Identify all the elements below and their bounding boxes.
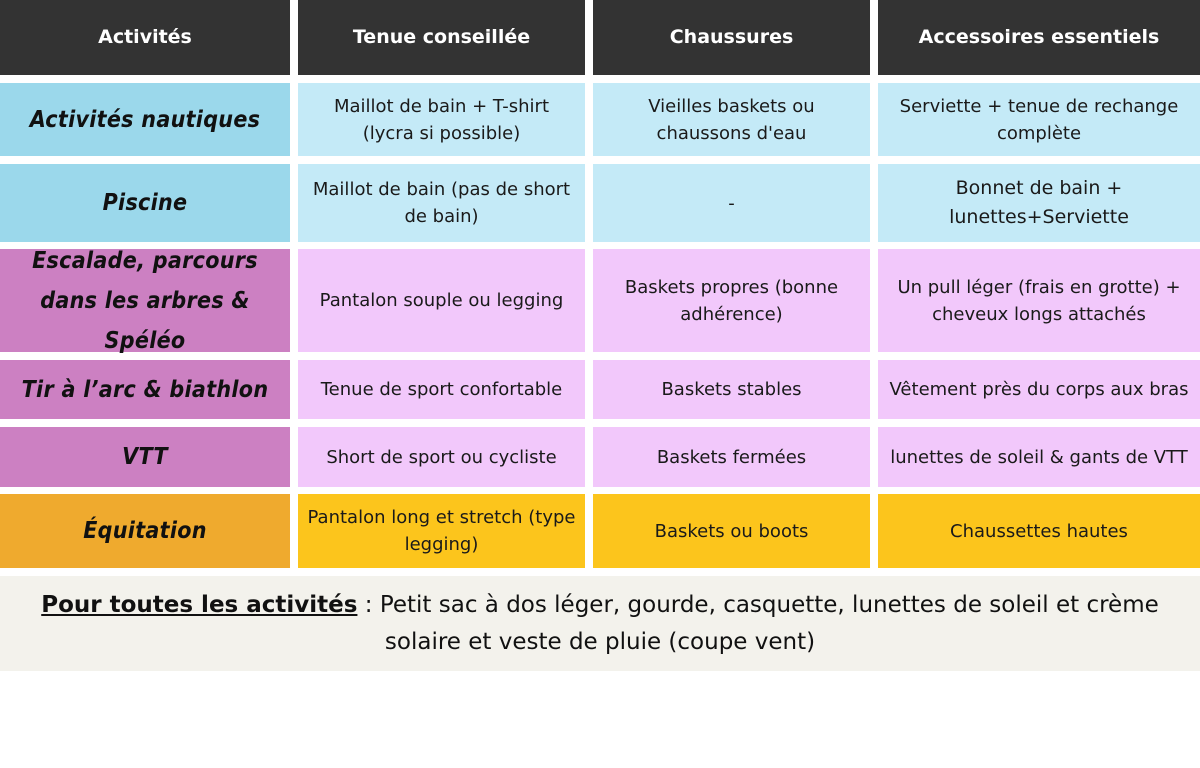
- table-row: [0, 164, 1200, 242]
- general-advice-body: Petit sac à dos léger, gourde, casquette, lunettes de soleil et crème solaire et veste de pluie (coupe vent): [379, 591, 1159, 655]
- accessoires-cell: Chaussettes hautes: [878, 494, 1200, 568]
- tenue-cell: Tenue de sport confortable: [298, 360, 585, 419]
- header-tenue: Tenue conseillée: [298, 0, 585, 75]
- activity-cell: VTT: [0, 427, 290, 487]
- accessoires-cell: Vêtement près du corps aux bras: [878, 360, 1200, 419]
- activity-cell: Piscine: [0, 164, 290, 242]
- activity-cell: Équitation: [0, 494, 290, 568]
- activity-cell: Tir à l’arc & biathlon: [0, 360, 290, 419]
- chaussures-cell: Baskets propres (bonne adhérence): [593, 249, 870, 352]
- chaussures-cell: -: [593, 164, 870, 242]
- tenue-cell: Short de sport ou cycliste: [298, 427, 585, 487]
- accessoires-cell: Un pull léger (frais en grotte) + cheveux longs attachés: [878, 249, 1200, 352]
- chaussures-cell: Vieilles baskets ou chaussons d'eau: [593, 83, 870, 156]
- tenue-cell: Maillot de bain (pas de short de bain): [298, 164, 585, 242]
- table-row: [0, 427, 1200, 487]
- tenue-cell: Pantalon souple ou legging: [298, 249, 585, 352]
- activity-cell: Activités nautiques: [0, 83, 290, 156]
- table-row: [0, 83, 1200, 156]
- general-advice-note: [0, 576, 1200, 671]
- accessoires-cell: Bonnet de bain + lunettes+Serviette: [878, 164, 1200, 242]
- header-chaussures: Chaussures: [593, 0, 870, 75]
- chaussures-cell: Baskets stables: [593, 360, 870, 419]
- table-row: [0, 360, 1200, 419]
- tenue-cell: Pantalon long et stretch (type legging): [298, 494, 585, 568]
- header-activites: Activités: [0, 0, 290, 75]
- general-advice-lead: Pour toutes les activités: [41, 591, 358, 618]
- activity-cell: Escalade, parcours dans les arbres & Spéléo: [0, 249, 290, 352]
- tenue-cell: Maillot de bain + T-shirt (lycra si possible): [298, 83, 585, 156]
- table-row: [0, 249, 1200, 352]
- accessoires-cell: lunettes de soleil & gants de VTT: [878, 427, 1200, 487]
- header-accessoires: Accessoires essentiels: [878, 0, 1200, 75]
- general-advice-separator: :: [357, 591, 380, 618]
- general-advice-text: [28, 587, 1172, 661]
- chaussures-cell: Baskets fermées: [593, 427, 870, 487]
- accessoires-cell: Serviette + tenue de rechange complète: [878, 83, 1200, 156]
- table-row: [0, 494, 1200, 568]
- chaussures-cell: Baskets ou boots: [593, 494, 870, 568]
- table-header-row: [0, 0, 1200, 75]
